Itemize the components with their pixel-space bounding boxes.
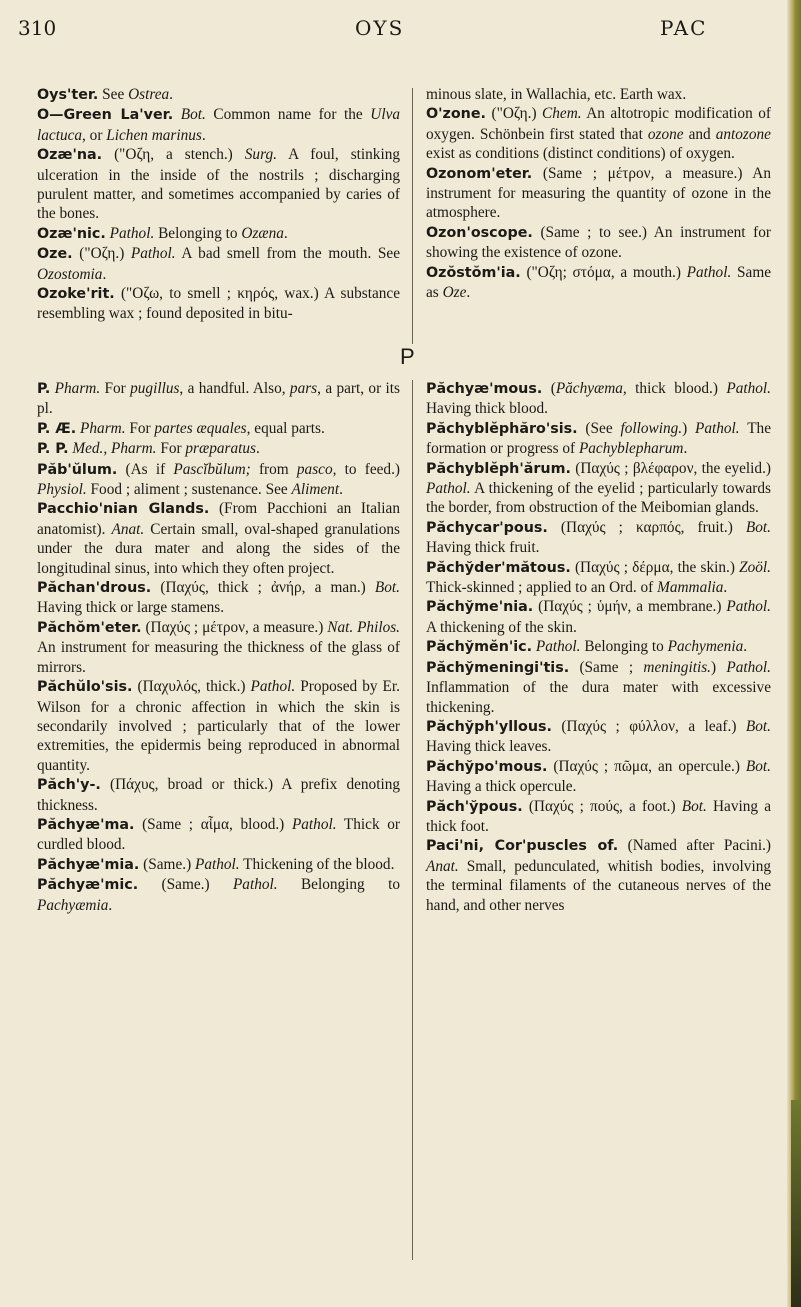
entry-italic-text: Păchyæma, [555, 380, 627, 397]
entry-italic-text: Pachyblepharum [578, 440, 684, 458]
entry-headword: Păchy̆ph'yllous. [426, 718, 552, 735]
dictionary-entry [37, 578, 400, 618]
dictionary-entry [37, 460, 400, 500]
entry-text: . [102, 265, 107, 283]
entry-text: (Same ; [569, 658, 644, 676]
entry-headword: O'zone. [426, 106, 486, 123]
dictionary-entry [37, 855, 400, 875]
entry-text: from [250, 460, 297, 478]
entry-text: Having thick leaves. [426, 738, 552, 756]
running-header [0, 6, 786, 46]
entry-italic-text: Nat. Philos. [327, 618, 400, 636]
entry-headword: Păch'y̆pous. [426, 798, 523, 815]
entry-italic-text: Pathol. [726, 598, 771, 616]
dictionary-entry [37, 244, 400, 284]
entry-italic-text: Aliment [291, 481, 340, 499]
entry-headword: Oze. [37, 246, 73, 263]
entry-text: (Παχύς ; φύλλον, a leaf.) [551, 717, 746, 735]
entry-headword: Ozŏstŏm'ia. [426, 264, 521, 281]
entry-text: (Παχύς ; καρπός, fruit.) [547, 518, 746, 536]
entry-text: (Named after Pacini.) [618, 837, 771, 855]
dictionary-entry [426, 757, 771, 797]
entry-italic-text: Physiol. [37, 481, 87, 499]
page-edge-shadow [791, 1100, 801, 1307]
entry-text: ("Οζη.) [72, 245, 131, 263]
entry-italic-text: Pathol. [426, 480, 471, 498]
dictionary-entry [37, 145, 400, 224]
dictionary-entry [426, 637, 771, 657]
entry-text: (Παχύς ; ὑμήν, a membrane.) [533, 598, 727, 616]
entry-text: (Same ; to see.) An instrument for showing the existence of ozone. [426, 223, 771, 262]
entry-italic-text: præparatus [185, 440, 256, 458]
entry-text: ) [710, 658, 727, 676]
entry-headword: Păchy̆der'mătous. [426, 559, 571, 576]
entry-italic-text: Pathol. [291, 815, 337, 833]
entry-italic-text: Mammalia [657, 579, 724, 597]
entry-text: A bad smell from the mouth. See [175, 245, 400, 263]
guide-word-left: OYS [355, 16, 405, 40]
entry-text: (Same.) [138, 876, 233, 894]
dictionary-entry [426, 104, 771, 163]
entry-text: For [100, 380, 131, 397]
entry-text: Food ; aliment ; sustenance. See [86, 481, 292, 499]
entry-text: (Παχύς, thick ; ἀνήρ, a man.) [151, 579, 375, 597]
entry-text: A thickening of the eyelid ; particularly towards the border, from obstruction of the Meibomian glands. [426, 480, 771, 517]
section-letter: P [400, 344, 415, 369]
dictionary-entry [426, 558, 771, 598]
entry-headword: Ozæ'nic. [37, 225, 106, 242]
entry-italic-text: Ostrea [128, 86, 170, 103]
dictionary-entry [426, 85, 771, 104]
entry-headword: Păchyblĕphăro'sis. [426, 420, 578, 437]
entry-headword: Păchŭlo'sis. [37, 679, 133, 696]
dictionary-entry [37, 815, 400, 855]
entry-italic-text: Pachymenia [667, 638, 744, 656]
entry-italic-text: partes æquales [154, 419, 247, 437]
column-divider-top [412, 88, 413, 344]
entry-headword: Ozon'oscope. [426, 224, 533, 241]
entry-italic-text: Surg. [244, 146, 277, 164]
entry-italic-text: Zoöl. [739, 558, 771, 576]
entry-text: Thick or curdled blood. [37, 815, 401, 854]
entry-text: Proposed by Er. Wilson for a chronic affection in which the skin is secondarily involved ; particularly that of the lower extremities, the epidermis being reproduced in abnormal quantity. [37, 678, 400, 774]
entry-italic-text: Pathol. [726, 658, 771, 676]
entry-text: Thickening of the blood. [239, 855, 395, 873]
dictionary-entry [37, 875, 400, 915]
dictionary-entry [426, 223, 771, 263]
entry-text: ( [542, 380, 556, 397]
column-top-left [37, 85, 400, 324]
entry-text: (Παχύς ; δέρμα, the skin.) [570, 558, 740, 576]
entry-text: (Παχύς ; πούς, a foot.) [522, 797, 682, 815]
entry-text: Belonging to [154, 224, 242, 242]
column-top-right [426, 85, 771, 302]
entry-text: ) [682, 419, 696, 437]
dictionary-entry [37, 439, 400, 459]
dictionary-entry [37, 224, 400, 244]
entry-headword: Păb'ŭlum. [37, 461, 118, 478]
entry-italic-text: Pathol. [232, 876, 278, 894]
entry-italic-text: Bot. [374, 579, 400, 597]
entry-italic-text: Pathol. [109, 224, 155, 242]
entry-italic-text: Pathol. [535, 638, 581, 656]
entry-text: . [743, 638, 748, 656]
dictionary-entry [37, 677, 400, 775]
entry-text: , equal parts. [246, 419, 325, 437]
dictionary-entry [426, 658, 771, 717]
entry-text: For [156, 440, 186, 458]
entry-italic-text: Pharm. [54, 380, 101, 397]
entry-headword: Păchan'drous. [37, 580, 152, 597]
entry-text: Having thick fruit. [426, 539, 540, 557]
dictionary-entry [426, 379, 771, 419]
entry-text: . [201, 126, 206, 144]
entry-italic-text: Oze [442, 284, 467, 302]
entry-italic-text: Bot. [745, 717, 771, 735]
entry-text: thick blood.) [626, 380, 727, 397]
entry-headword: Păchyæ'mia. [37, 856, 140, 873]
entry-text: . [683, 440, 688, 458]
entry-text: (Same ; αἷμα, blood.) [134, 815, 292, 833]
entry-italic-text: Pathol. [195, 855, 240, 873]
entry-text: exist as conditions (distinct conditions) of oxygen. [426, 145, 735, 163]
dictionary-entry [426, 518, 771, 558]
dictionary-entry [426, 797, 771, 837]
entry-italic-text: Ozostomia [37, 265, 103, 283]
entry-text: . [255, 440, 260, 458]
entry-text: ("Οζη; στόμα, a mouth.) [520, 263, 687, 281]
entry-italic-text: Chem. [542, 105, 582, 123]
entry-text: (See [577, 419, 621, 437]
entry-headword: Păchy̆po'mous. [426, 758, 548, 775]
entry-headword: Păchŏm'eter. [37, 619, 142, 636]
entry-text: , or [82, 126, 107, 144]
entry-headword: P. Æ. [37, 420, 77, 437]
entry-headword: Ozoke'rit. [37, 286, 115, 303]
dictionary-entry [426, 419, 771, 459]
guide-word-right: PAC [660, 16, 708, 40]
entry-headword: Păch'y-. [37, 777, 101, 794]
entry-headword: Oys'ter. [37, 87, 99, 103]
entry-headword: O—Green La'ver. [37, 107, 174, 124]
entry-text: . [339, 481, 343, 499]
entry-text: Certain small, oval-shaped granulations under the dura mater and along the sides of the longitudinal sinus, into which they often project. [37, 520, 400, 577]
dictionary-entry [37, 379, 400, 419]
dictionary-entry [37, 284, 400, 324]
entry-italic-text: Pathol. [726, 380, 771, 397]
entry-italic-text: Med., Pharm. [72, 440, 157, 458]
entry-text: An instrument for measuring the thickness of the glass of mirrors. [37, 639, 400, 676]
column-divider-bottom [412, 380, 413, 1260]
entry-text: (Same ; μέτρον, a measure.) An instrument for measuring the quantity of ozone in the atmosphere. [426, 164, 771, 222]
entry-text: An altotropic modification of oxygen. Schönbein first stated that [426, 105, 771, 143]
entry-text: . [169, 86, 173, 103]
entry-text: (Παχύς ; πῶμα, an opercule.) [547, 757, 746, 775]
dictionary-entry [426, 164, 771, 223]
entry-text: . [108, 896, 113, 914]
dictionary-entry [37, 499, 400, 578]
entry-italic-text: pugillus [130, 380, 180, 397]
entry-text: , a handful. Also, [179, 380, 290, 397]
dictionary-entry [37, 105, 400, 145]
entry-italic-text: Pathol. [130, 245, 176, 263]
dictionary-entry [37, 618, 400, 677]
entry-italic-text: Pathol. [695, 419, 740, 437]
entry-headword: Ozæ'na. [37, 147, 103, 164]
entry-text: (Παχύς ; βλέφαρον, the eyelid.) [570, 459, 771, 477]
entry-text: . [723, 579, 728, 597]
entry-italic-text: Bot. [681, 797, 707, 815]
entry-text: ("Οζω, to smell ; κηρός, wax.) A substance resembling wax ; found deposited in bitu- [37, 285, 400, 323]
entry-italic-text: Lichen marinus [106, 126, 202, 144]
entry-italic-text: Pachyæmia [37, 896, 109, 914]
entry-text: Having thick or large stamens. [37, 599, 225, 617]
column-bottom-left [37, 379, 400, 915]
entry-text: . [283, 224, 288, 242]
page-number: 310 [18, 16, 57, 40]
entry-headword: Păchyæ'mic. [37, 877, 139, 894]
entry-text: Small, pedunculated, whitish bodies, involving the terminal filaments of the cutaneous nerves of the hand, and other nerves [426, 857, 771, 914]
entry-headword: P. P. [37, 441, 69, 458]
entry-text: Having a thick foot. [426, 797, 771, 835]
entry-text: , a part, or its pl. [37, 380, 400, 418]
entry-text: ("Οζη.) [485, 105, 543, 123]
entry-headword: Ozonom'eter. [426, 165, 533, 182]
dictionary-entry [37, 775, 400, 815]
entry-text: ("Οζη, a stench.) [102, 146, 245, 164]
entry-text: Belonging to [580, 638, 668, 656]
entry-text: and [683, 125, 716, 143]
entry-text: (As if [117, 460, 174, 478]
entry-headword: Păchyæ'ma. [37, 816, 135, 833]
entry-headword: Păchyæ'mous. [426, 381, 543, 397]
entry-text: For [125, 419, 155, 437]
entry-headword: Păchyblĕph'ărum. [426, 460, 571, 477]
entry-text: (Παχυλός, thick.) [132, 678, 251, 696]
entry-text [173, 106, 181, 123]
entry-headword: Păchy̆meningi'tis. [426, 659, 570, 676]
entry-italic-text: meningitis. [643, 658, 711, 676]
entry-italic-text: pasco, [296, 460, 337, 478]
entry-text: (Same.) [139, 855, 195, 873]
entry-italic-text: antozone [715, 125, 771, 143]
entry-text: Having a thick opercule. [426, 778, 577, 796]
entry-italic-text: Bot. [745, 757, 771, 775]
entry-italic-text: Pathol. [686, 263, 732, 281]
entry-italic-text: Pharm. [80, 419, 126, 437]
entry-italic-text: Ozæna [241, 224, 284, 242]
dictionary-entry [426, 597, 771, 637]
entry-text: Common name for the [205, 106, 371, 124]
entry-text: minous slate, in Wallachia, etc. Earth wax. [426, 86, 687, 103]
entry-text: . [466, 284, 471, 302]
entry-italic-text: ozone [647, 125, 684, 143]
entry-headword: Pacchio'nian Glands. [37, 501, 210, 518]
entry-text: (Πάχυς, broad or thick.) A prefix denoting thickness. [37, 776, 400, 814]
dictionary-entry [37, 85, 400, 105]
entry-italic-text: Bot. [180, 106, 206, 124]
entry-headword: P. [37, 381, 51, 397]
entry-text: The formation or progress of [426, 419, 771, 458]
entry-italic-text: Ulva lactuca [37, 106, 401, 144]
entry-italic-text: following. [620, 419, 683, 437]
entry-headword: Păchycar'pous. [426, 519, 548, 536]
entry-text: Thick-skinned ; applied to an Ord. of [426, 579, 658, 597]
entry-italic-text: Anat. [111, 520, 145, 538]
entry-text: (From Pacchioni an Italian anatomist). [37, 500, 400, 538]
entry-italic-text: Pascĭbŭlum; [173, 460, 251, 478]
entry-text: Inflammation of the dura mater with excessive thickening. [426, 679, 771, 716]
dictionary-entry [426, 717, 771, 757]
dictionary-entry [426, 459, 771, 518]
dictionary-entry [426, 836, 771, 915]
entry-text: A thickening of the skin. [426, 618, 577, 636]
entry-text: A foul, stinking ulceration in the inside of the nostrils ; discharging purulent matter, and sometimes accompanied by caries of the bones. [37, 146, 400, 223]
entry-text: to feed.) [336, 460, 400, 478]
dictionary-entry [37, 419, 400, 439]
entry-text: Belonging to [277, 876, 400, 894]
entry-italic-text: Anat. [426, 857, 459, 875]
entry-italic-text: Pathol. [250, 678, 296, 696]
column-bottom-right [426, 379, 771, 915]
entry-text: See [98, 86, 129, 103]
entry-headword: Paci'ni, Cor'puscles of. [426, 838, 619, 855]
entry-text: (Παχύς ; μέτρον, a measure.) [141, 618, 328, 636]
entry-text: Same as [426, 263, 772, 302]
entry-italic-text: pars [289, 380, 318, 397]
dictionary-entry [426, 263, 771, 303]
entry-text: Having thick blood. [426, 400, 548, 418]
entry-italic-text: Bot. [745, 518, 771, 536]
entry-headword: Păchy̆mĕn'ic. [426, 639, 533, 656]
entry-headword: Păchy̆me'nia. [426, 599, 534, 616]
